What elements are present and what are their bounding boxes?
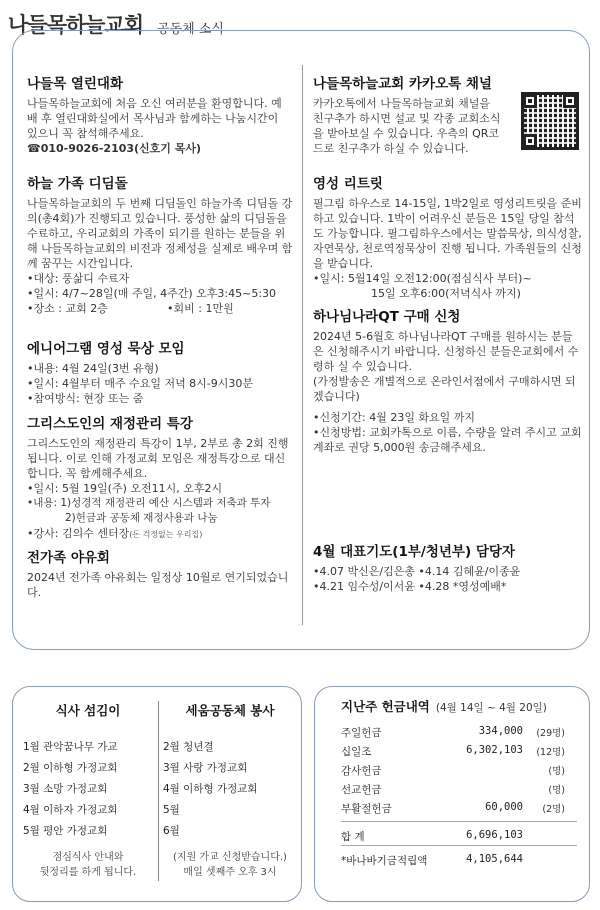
bullet: •일시: 4/7~28일(매 주일, 4주간) 오후3:45~5:30 xyxy=(27,287,277,300)
section-finance xyxy=(27,412,293,542)
section-body: 나들목하늘교회에 처음 오신 여러분을 환영합니다. 예배 후 열린대화실에서 목사님과 함께하는 나눔시간이 있으니 꼭 참석해주세요. xyxy=(27,97,282,140)
contact-phone: ☎010-9026-2103(신호기 목사) xyxy=(27,142,202,155)
section-body: 그리스도인의 재정관리 특강이 1부, 2부로 총 2회 진행됩니다. 이로 인해 가정교회 모임은 재정특강으로 대신합니다. 꼭 함께해주세요. xyxy=(27,437,289,480)
section-title: 하늘 가족 디딤돌 xyxy=(27,176,128,192)
bullet: •장소 : 교회 2층 xyxy=(27,302,108,315)
offering-title: 지난주 헌금내역 (4월 14일 ~ 4월 20일) xyxy=(341,699,547,714)
section-retreat xyxy=(313,172,583,301)
bullet: •4.21 임수성/이서윤 •4.28 *영성예배* xyxy=(313,580,507,593)
divider xyxy=(158,701,159,881)
section-qt xyxy=(313,305,583,455)
offering-row: 십일조 6,302,103 (12명) xyxy=(341,744,565,758)
list-item: 4월 이하형 가정교회 xyxy=(163,783,258,795)
community-service xyxy=(163,701,297,880)
list-item: 3월 소망 가정교회 xyxy=(23,783,108,795)
bullet-row xyxy=(27,301,293,316)
offering-row: 선교헌금 (명) xyxy=(341,784,565,796)
divider xyxy=(341,821,577,822)
offering-total-row xyxy=(341,829,581,849)
bullet: •일시: 5월 19일(주) 오전11시, 오후2시 xyxy=(27,482,223,495)
section-body: 나들목하늘교회의 두 번째 디딤돌인 하늘가족 디딤돌 강의(총4회)가 진행되고 있습니다. 풍성한 삶의 디딤돌을 수료하고, 우리교회의 가족이 되기를 원하는 분들을 위해 나들목하늘교회의 비전과 정체성을 실제로 배우며 함께 꿈꾸는 시간입니다. xyxy=(27,197,293,270)
offering-box xyxy=(314,686,590,902)
bullet: •신청방법: 교회카톡으로 이름, 수량을 알려 주시고 교회계좌로 권당 5,000원 송금해주세요. xyxy=(313,426,582,454)
qr-code-icon[interactable] xyxy=(521,92,579,150)
section-prayer xyxy=(313,540,585,594)
bullet: •강사: 김의수 센터장 xyxy=(27,527,130,540)
bullet: •회비 : 1만원 xyxy=(167,302,234,315)
meal-servers xyxy=(23,701,153,880)
section-body: 2024년 5-6월호 하나님나라QT 구매를 원하시는 분들은 신청해주시기 바랍니다. 신청하신 분들은교회에서 수령하 실 수 있습니다. xyxy=(313,330,579,373)
section-family-stepping-stone xyxy=(27,172,293,316)
bullet: •참여방식: 현장 또는 줌 xyxy=(27,392,144,405)
fund-amount: 4,105,644 xyxy=(466,853,523,865)
service-note: (지원 가교 신청받습니다.) xyxy=(173,852,287,863)
section-title: 나들목 열린대화 xyxy=(27,76,123,92)
church-logo: 나들목하늘교회 xyxy=(8,12,144,37)
divider xyxy=(341,845,577,846)
list-item: 2월 청년결 xyxy=(163,741,214,753)
section-open-talk xyxy=(27,72,289,156)
section-kakao xyxy=(313,72,585,167)
section-body-2: (가정발송은 개별적으로 온라인서점에서 구매하시면 되겠습니다) xyxy=(313,375,576,403)
header-subtitle: 공동체 소식 xyxy=(157,21,224,37)
meal-note: 점심식사 안내와 xyxy=(52,852,124,863)
section-title: 영성 리트릿 xyxy=(313,176,383,192)
section-title: 에니어그램 영성 묵상 모임 xyxy=(27,341,185,357)
list-item: 5월 평안 가정교회 xyxy=(23,825,108,837)
section-body: 2024년 전가족 야유회는 일정상 10월로 연기되었습니다. xyxy=(27,571,289,599)
section-title: 4월 대표기도(1부/청년부) 담당자 xyxy=(313,544,515,560)
note: (돈 걱정없는 우리집) xyxy=(129,530,203,539)
section-enneagram xyxy=(27,337,293,406)
section-title: 나들목하늘교회 카카오톡 채널 xyxy=(313,76,492,92)
service-note: 매일 셋째주 오후 3시 xyxy=(183,867,277,878)
list-item: 5월 xyxy=(163,804,180,816)
list-item: 3월 사랑 가정교회 xyxy=(163,762,248,774)
list-item: 1월 관악꿈나무 가교 xyxy=(23,741,118,753)
column-divider xyxy=(302,65,303,625)
bullet-row xyxy=(27,526,293,542)
offering-row: 주일헌금 334,000 (29명) xyxy=(341,725,565,739)
section-title: 그리스도인의 재정관리 특강 xyxy=(27,416,193,432)
service-title: 세움공동체 봉사 xyxy=(185,703,275,718)
section-body: 필그림 하우스로 14-15일, 1박2일로 영성리트릿을 준비하고 있습니다. 1박이 어려우신 분들은 15일 당일 참석도 가능합니다. 필그림하우스에서는 말씀묵상, 의식성찰, 자연묵상, 천로역정묵상이 진행 됩니다. 가족원들의 신청을 받습니다. xyxy=(313,197,582,270)
total-label: 합 계 xyxy=(341,831,365,843)
section-picnic xyxy=(27,546,289,600)
list-item: 4월 이하자 가정교회 xyxy=(23,804,118,816)
list-item: 6월 xyxy=(163,825,180,837)
bullet: •신청기간: 4월 23일 화요일 까지 xyxy=(313,411,476,424)
bullet: 15일 오후6:00(저녁식사 까지) xyxy=(371,287,521,300)
list-item: 2월 이하형 가정교회 xyxy=(23,762,118,774)
offering-row: 감사헌금 (명) xyxy=(341,765,565,777)
barnabas-fund-row xyxy=(341,853,581,873)
offering-row: 부활절헌금 60,000 (2명) xyxy=(341,801,565,815)
section-title: 하나님나라QT 구매 신청 xyxy=(313,309,461,325)
bullet: •내용: 1)성경적 재정관리 예산 시스템과 저축과 투자 xyxy=(27,497,271,509)
service-box xyxy=(12,686,302,902)
meal-note: 뒷정리를 하게 됩니다. xyxy=(39,867,137,878)
bullet: •일시: 4월부터 매주 수요일 저녁 8시-9시30분 xyxy=(27,377,254,390)
meal-title: 식사 섬김이 xyxy=(55,703,121,718)
bullet: •일시: 5월14일 오전12:00(점심식사 부터)~ xyxy=(313,272,532,285)
fund-label: *바나바기금적립액 xyxy=(341,855,428,867)
bullet: •내용: 4월 24일(3번 유형) xyxy=(27,362,159,375)
section-title: 전가족 야유회 xyxy=(27,550,110,566)
total-amount: 6,696,103 xyxy=(466,829,523,841)
bullet: •대상: 풍삶디 수료자 xyxy=(27,272,130,285)
section-body: 카카오톡에서 나들목하늘교회 채널을 친구추가 하시면 설교 및 각종 교회소식을 받아보실 수 있습니다. 우측의 QR코드로 친구추가 하실 수 있습니다. xyxy=(313,97,501,155)
bullet: 2)헌금과 공동체 재정사용과 나눔 xyxy=(65,512,218,524)
bullet: •4.07 박신은/김은총 •4.14 김혜윤/이종윤 xyxy=(313,565,521,578)
offering-period: (4월 14일 ~ 4월 20일) xyxy=(435,702,547,714)
